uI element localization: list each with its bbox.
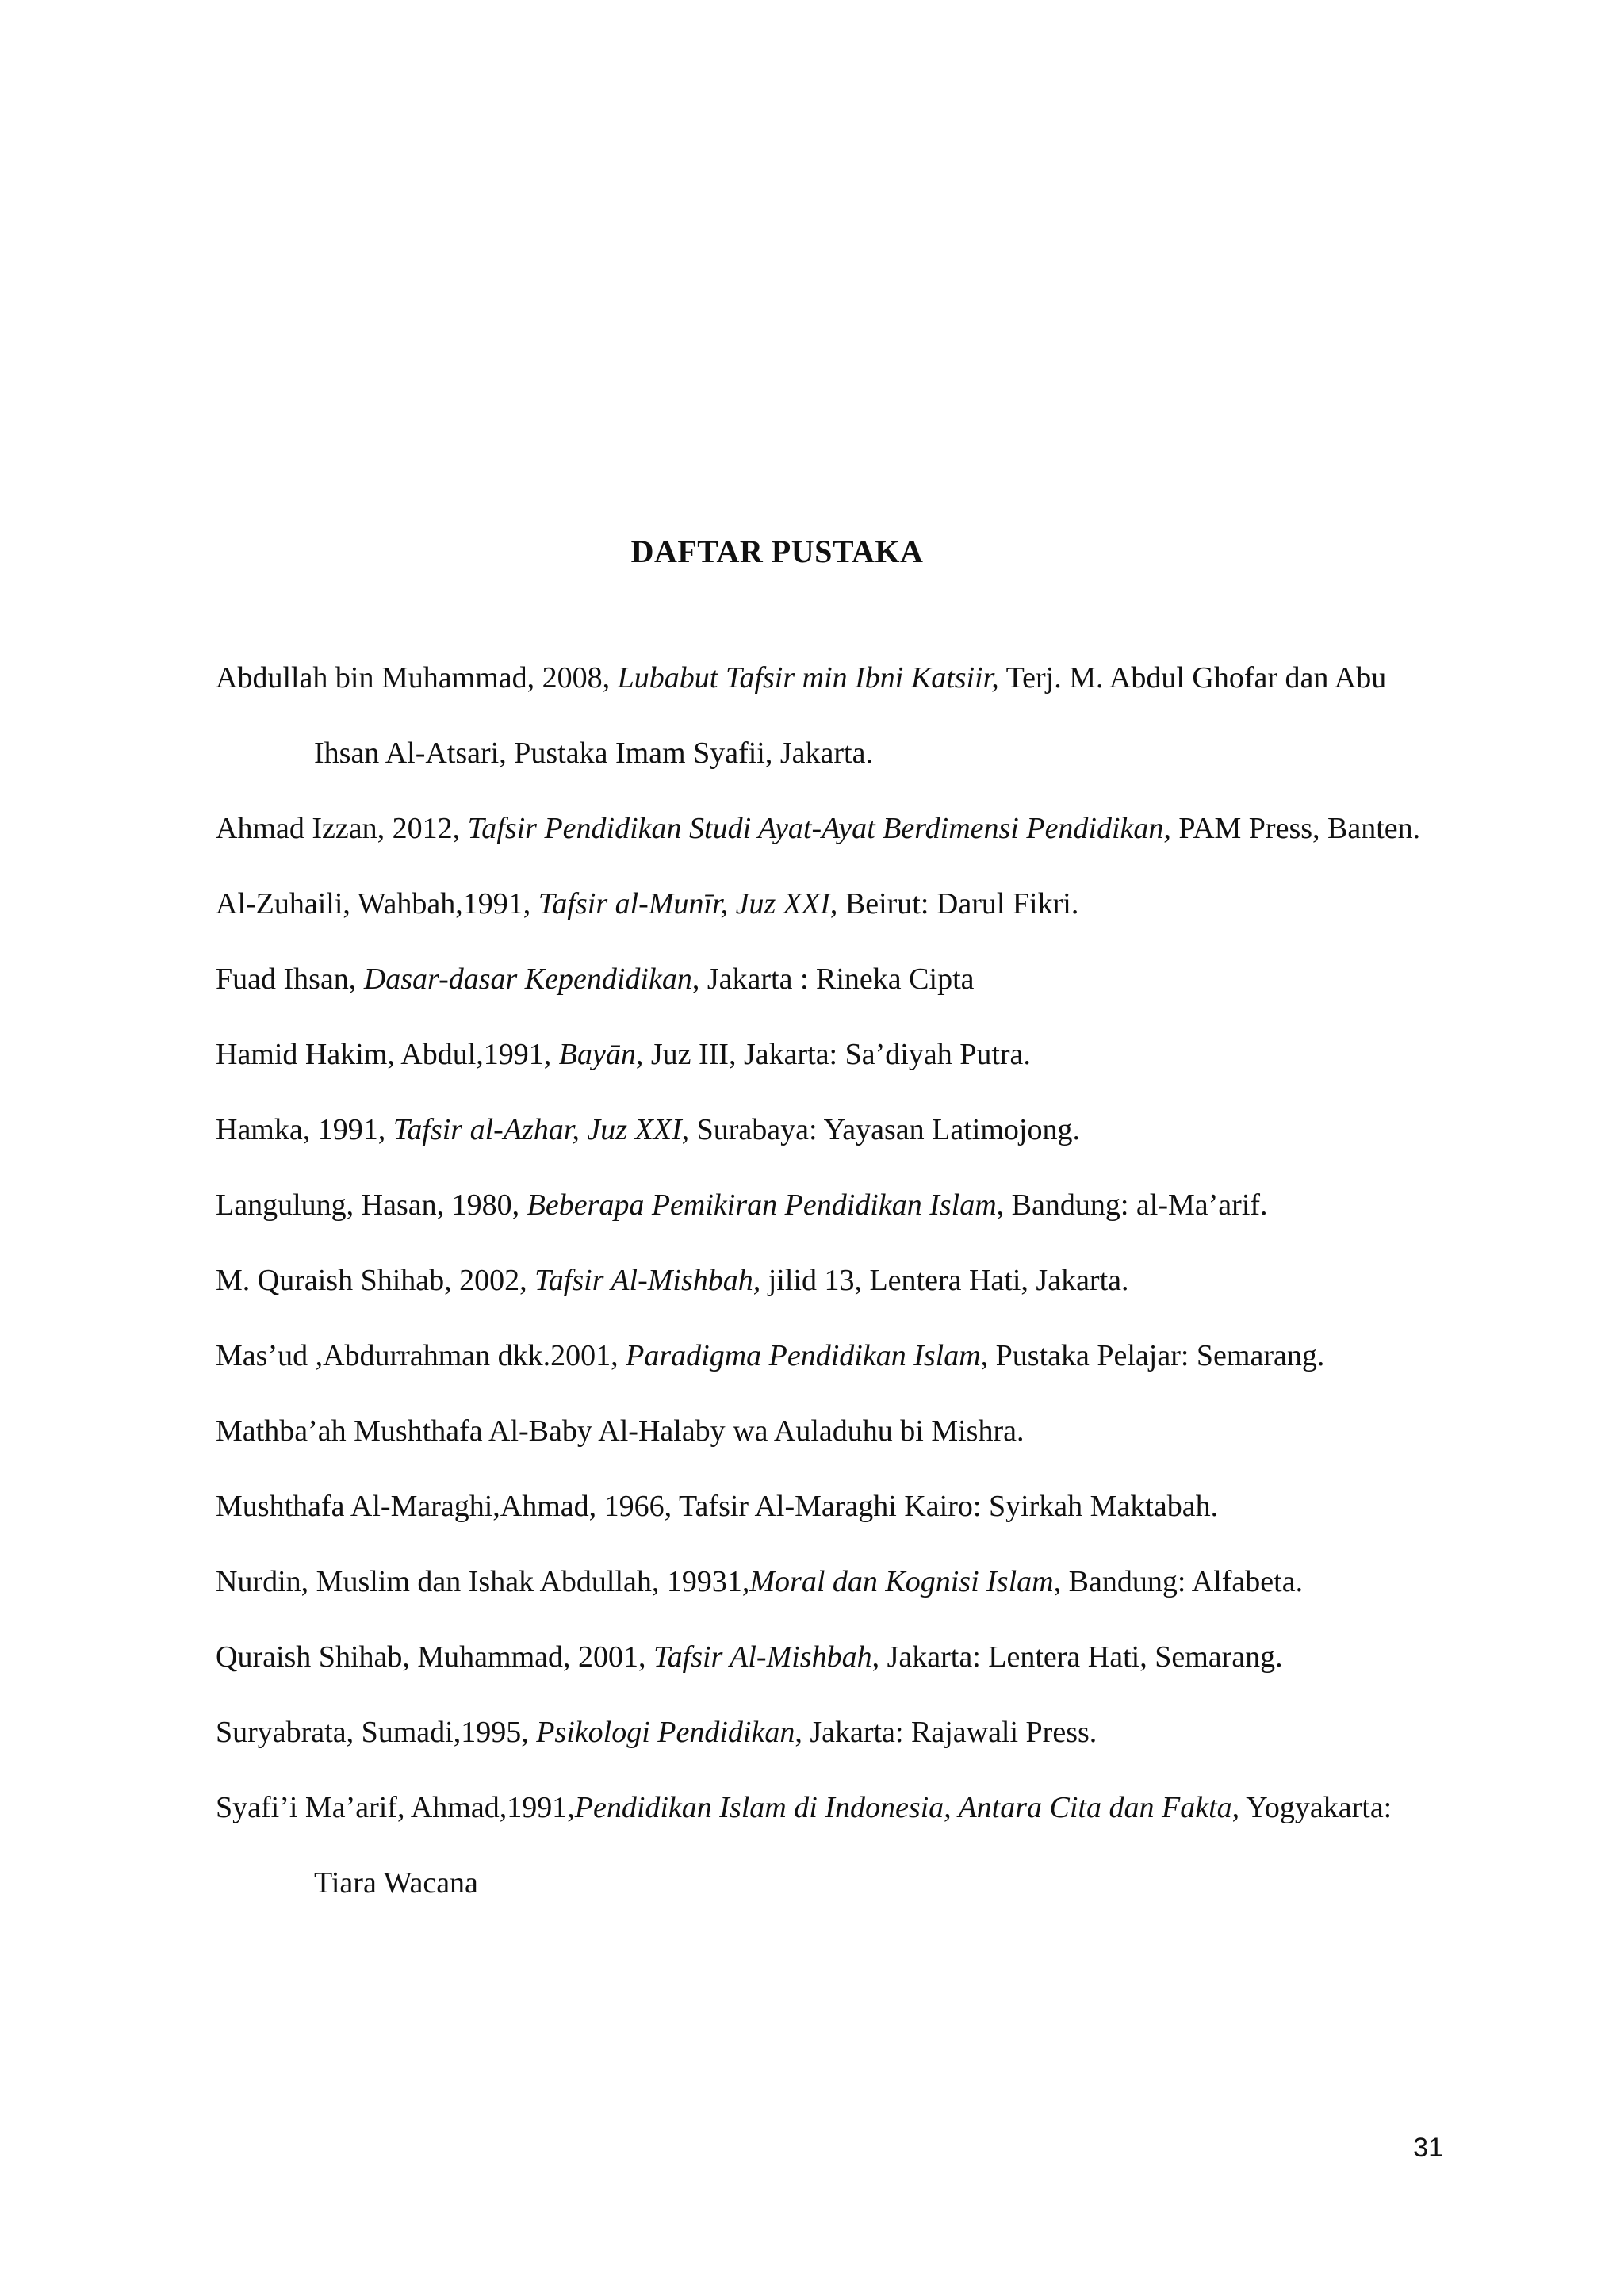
page-number: 31 (1413, 2133, 1443, 2163)
reference-entry: Fuad Ihsan, Dasar-dasar Kependidikan, Jakarta : Rineka Cipta (216, 962, 975, 996)
reference-entry: Hamid Hakim, Abdul,1991, Bayān, Juz III, Jakarta: Sa’diyah Putra. (216, 1038, 1031, 1071)
reference-entry: Al-Zuhaili, Wahbah,1991, Tafsir al-Munīr, Juz XXI, Beirut: Darul Fikri. (216, 887, 1079, 920)
reference-entry: Abdullah bin Muhammad, 2008, Lubabut Tafsir min Ibni Katsiir, Terj. M. Abdul Ghofar dan Abu Ihsan Al-Atsari, Pustaka Imam Syafii, Jakarta. (216, 661, 1387, 770)
reference-entry: Mas’ud ,Abdurrahman dkk.2001, Paradigma Pendidikan Islam, Pustaka Pelajar: Semarang. (216, 1339, 1325, 1372)
reference-entry: M. Quraish Shihab, 2002, Tafsir Al-Mishbah, jilid 13, Lentera Hati, Jakarta. (216, 1264, 1129, 1297)
reference-entry: Syafi’i Ma’arif, Ahmad,1991,Pendidikan Islam di Indonesia, Antara Cita dan Fakta, Yogyakarta: Tiara Wacana (216, 1791, 1392, 1900)
reference-entry: Quraish Shihab, Muhammad, 2001, Tafsir Al-Mishbah, Jakarta: Lentera Hati, Semarang. (216, 1640, 1283, 1674)
reference-list (216, 641, 1453, 1921)
reference-entry: Langulung, Hasan, 1980, Beberapa Pemikiran Pendidikan Islam, Bandung: al-Ma’arif. (216, 1188, 1268, 1222)
page-title: DAFTAR PUSTAKA (630, 534, 924, 569)
reference-entry: Hamka, 1991, Tafsir al-Azhar, Juz XXI, Surabaya: Yayasan Latimojong. (216, 1113, 1080, 1146)
reference-entry: Ahmad Izzan, 2012, Tafsir Pendidikan Studi Ayat-Ayat Berdimensi Pendidikan, PAM Press, Banten. (216, 812, 1421, 845)
reference-entry: Mathba’ah Mushthafa Al-Baby Al-Halaby wa Auladuhu bi Mishra. (216, 1414, 1025, 1448)
reference-entry: Mushthafa Al-Maraghi,Ahmad, 1966, Tafsir Al-Maraghi Kairo: Syirkah Maktabah. (216, 1490, 1219, 1523)
reference-entry: Nurdin, Muslim dan Ishak Abdullah, 19931,Moral dan Kognisi Islam, Bandung: Alfabeta. (216, 1565, 1304, 1598)
reference-entry: Suryabrata, Sumadi,1995, Psikologi Pendidikan, Jakarta: Rajawali Press. (216, 1716, 1097, 1749)
